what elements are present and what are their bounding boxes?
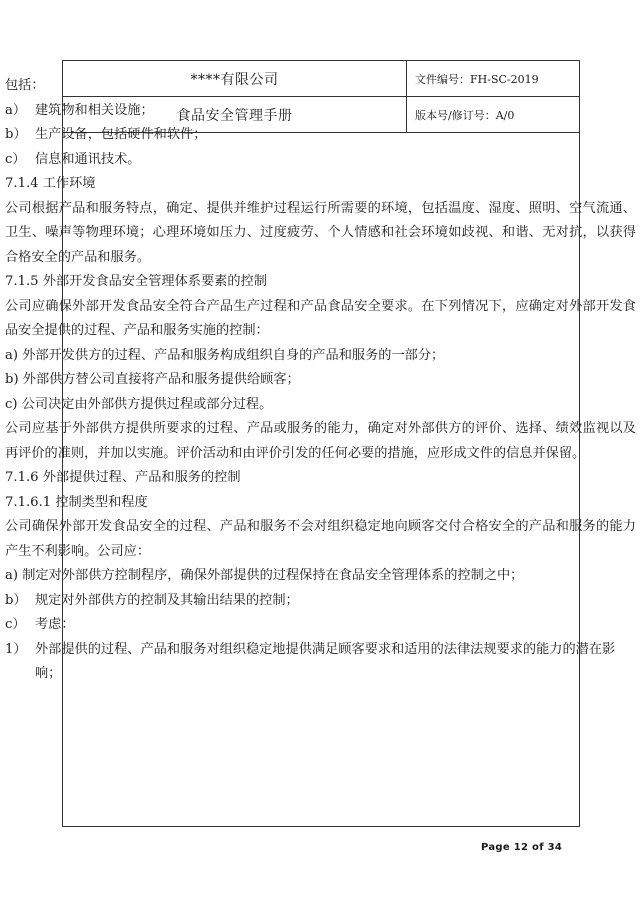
document-number: 文件编号：FH-SC-2019 [415, 72, 539, 86]
list-item [5, 148, 636, 173]
list-marker: 1） [5, 641, 27, 657]
list-text: 规定对外部供方的控制及其输出结果的控制； [35, 592, 299, 608]
manual-title: 食品安全管理手册 [63, 97, 407, 132]
list-text: 信息和通讯技术。 [35, 151, 141, 167]
list-item [5, 589, 636, 614]
list-item: a) 制定对外部供方控制程序，确保外部提供的过程保持在食品安全管理体系的控制之中； [5, 568, 524, 583]
paragraph-supplier-evaluation: 公司应基于外部供方提供所要求的过程、产品或服务的能力，确定对外部供方的评价、选择、绩效监视以及再评价的准则，并加以实施。评价活动和由评价引发的任何必要的措施，应形成文件的信息并保留。 [5, 421, 636, 461]
list-item: c) 公司决定由外部供方提供过程或部分过程。 [5, 396, 273, 412]
version-number: 版本号/修订号：A/0 [415, 108, 515, 122]
list-marker: b） [5, 592, 27, 608]
section-heading-7-1-6: 7.1.6 外部提供过程、产品和服务的控制 [5, 470, 241, 485]
list-item [5, 123, 636, 148]
list-item: a) 外部开发供方的过程、产品和服务构成组织自身的产品和服务的一部分； [5, 347, 445, 363]
section-heading-7-1-5: 7.1.5 外部开发食品安全管理体系要素的控制 [5, 274, 267, 289]
section-heading-7-1-4: 7.1.4 工作环境 [5, 176, 96, 191]
company-name: ****有限公司 [63, 61, 407, 96]
list-item [5, 613, 636, 638]
paragraph-includes: 包括： [5, 78, 45, 93]
list-text: 生产设备，包括硬件和软件； [35, 127, 207, 142]
paragraph-external-development: 公司应确保外部开发食品安全符合产品生产过程和产品食品安全要求。在下列情况下，应确定对外部开发食品安全提供的过程、产品和服务实施的控制： [5, 298, 636, 338]
paragraph-work-environment: 公司根据产品和服务特点，确定、提供并维护过程运行所需要的环境，包括温度、湿度、照明、空气流通、卫生、噪声等物理环境；心理环境如压力、过度疲劳、个人情感和社会环境如歧视、和谐、无对抗，以获得合格安全的产品和服务。 [5, 200, 636, 265]
list-item [5, 638, 636, 687]
list-item: b) 外部供方替公司直接将产品和服务提供给顾客； [5, 372, 300, 387]
list-marker: c） [5, 617, 26, 632]
list-marker: b） [5, 127, 27, 142]
list-marker: c） [5, 151, 26, 167]
section-heading-7-1-6-1: 7.1.6.1 控制类型和程度 [5, 494, 148, 510]
list-marker: a） [5, 102, 27, 118]
page-number: Page 12 of 34 [481, 842, 563, 853]
list-text: 建筑物和相关设施； [35, 102, 154, 118]
paragraph-control-type: 公司确保外部开发食品安全的过程、产品和服务不会对组织稳定地向顾客交付合格安全的产品和服务的能力产生不利影响。公司应： [5, 519, 636, 559]
list-item [5, 99, 636, 124]
list-text: 考虑： [35, 617, 75, 632]
document-body [5, 74, 636, 687]
list-text: 外部提供的过程、产品和服务对组织稳定地提供满足顾客要求和适用的法律法规要求的能力的潜在影响； [35, 641, 616, 681]
